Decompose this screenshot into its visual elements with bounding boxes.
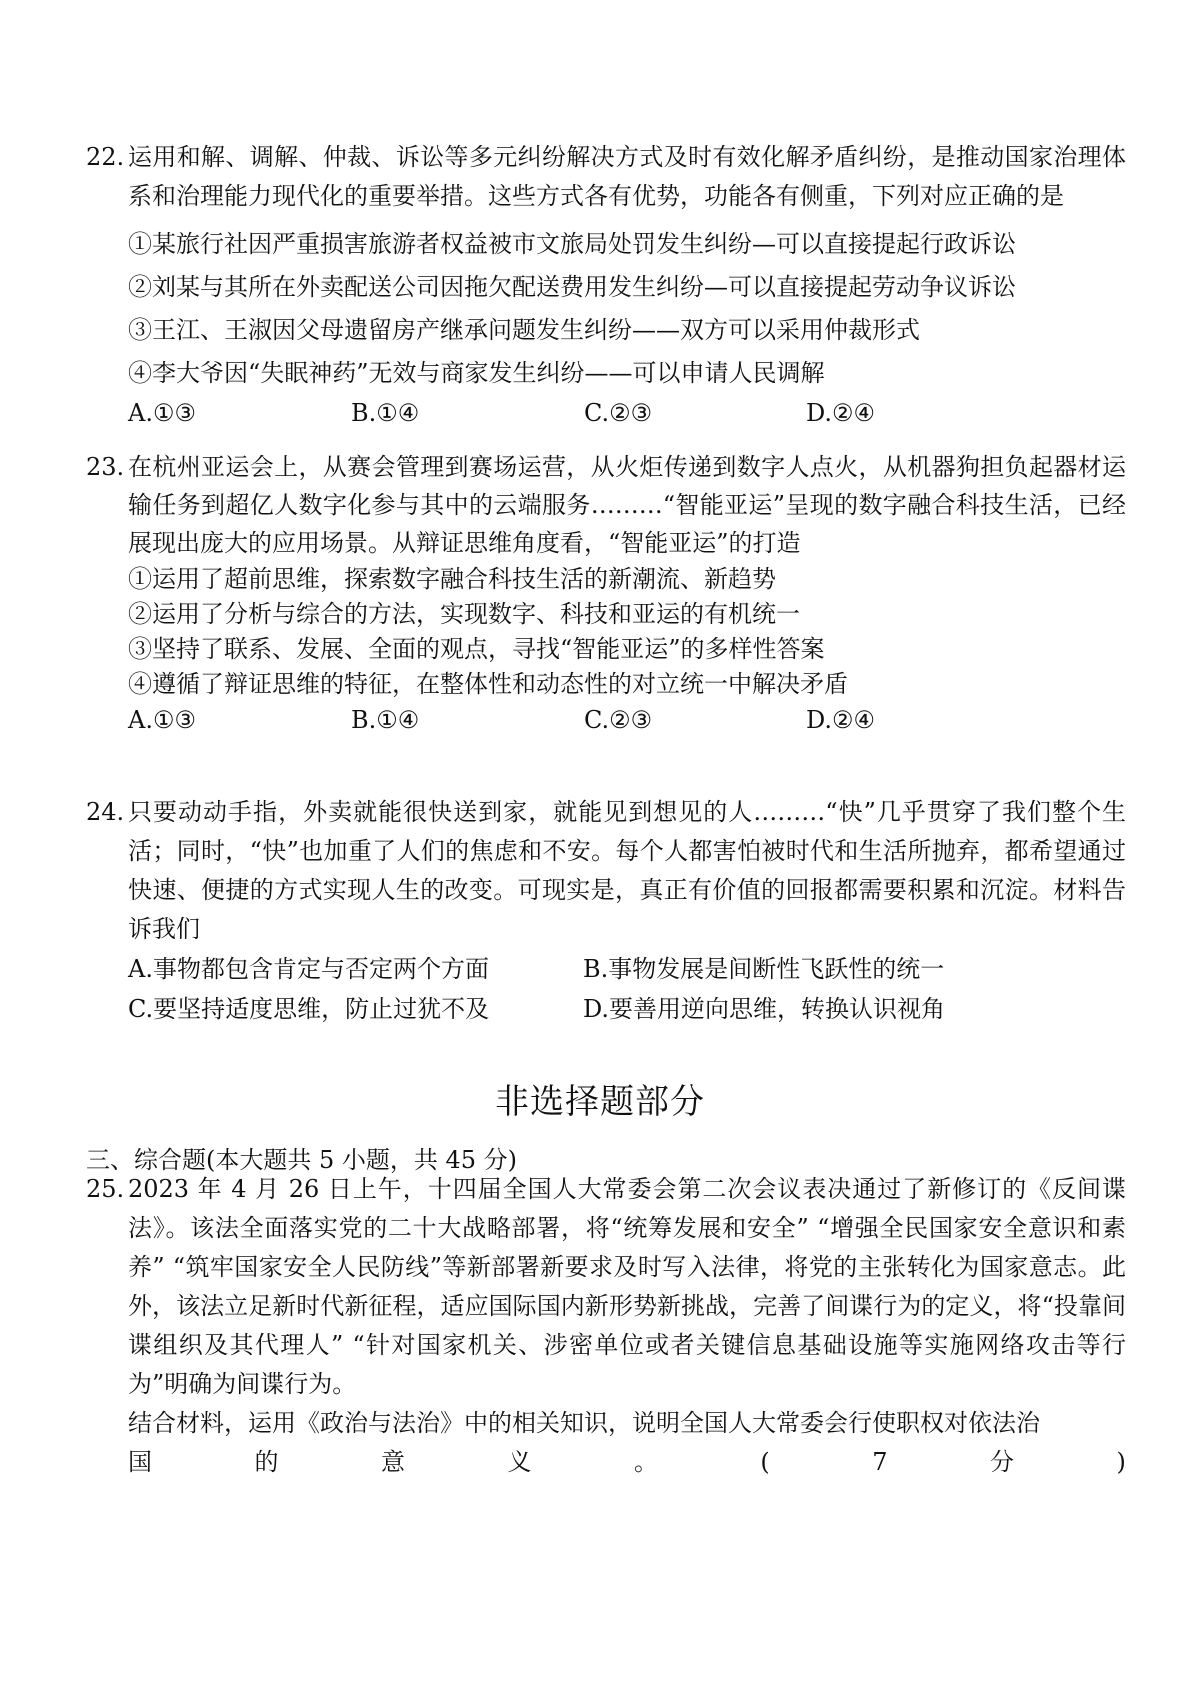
question-25-tail-7: 7 bbox=[872, 1448, 888, 1476]
question-25-tail-4: 义 bbox=[507, 1448, 532, 1476]
question-22-statement-1: ①某旅行社因严重损害旅游者权益被市文旅局处罚发生纠纷—可以直接提起行政诉讼 bbox=[128, 230, 1016, 258]
question-25-tail-3: 意 bbox=[380, 1448, 405, 1476]
question-25-task: 结合材料，运用《政治与法治》中的相关知识，说明全国人大常委会行使职权对依法治 bbox=[128, 1409, 1040, 1437]
question-24-choice-c: C.要坚持适度思维，防止过犹不及 bbox=[128, 995, 490, 1023]
question-22-choice-a: A.①③ bbox=[128, 399, 196, 427]
question-24 bbox=[86, 793, 1126, 1029]
question-23-statement-2: ②运用了分析与综合的方法，实现数字、科技和亚运的有机统一 bbox=[128, 600, 800, 628]
question-24-choices-row-2 bbox=[86, 989, 1126, 1029]
question-23-statement-1: ①运用了超前思维，探索数字融合科技生活的新潮流、新趋势 bbox=[128, 565, 776, 593]
question-23-choice-c: C.②③ bbox=[584, 706, 653, 734]
question-25-text: 2023 年 4 月 26 日上午，十四届全国人大常委会第二次会议表决通过了新修订的《反间谍法》。该法全面落实党的二十大战略部署，将“统筹发展和安全” “增强全民国家安全意识和素养” “筑牢国家安全人民防线”等新部署新要求及时写入法律，将党的主张转化为国家意志。此外，该法立足新时代新征程，适应国际国内新形势新挑战，完善了间谍行为的定义，将“投靠间谍组织及其代理人” “针对国家机关、涉密单位或者关键信息基础设施等实施网络攻击等行为”明确为间谍行为。 bbox=[128, 1175, 1126, 1398]
question-22-choice-c: C.②③ bbox=[584, 399, 653, 427]
question-23-statement-4: ④遵循了辩证思维的特征，在整体性和动态性的对立统一中解决矛盾 bbox=[128, 670, 848, 698]
section-heading: 非选择题部分 bbox=[495, 1082, 705, 1122]
question-22-choice-d: D.②④ bbox=[806, 399, 876, 427]
question-22 bbox=[86, 138, 1126, 432]
question-24-stem bbox=[86, 793, 1126, 949]
question-25-tail-5: 。 bbox=[633, 1448, 658, 1476]
question-24-choice-b: B.事物发展是间断性飞跃性的统一 bbox=[583, 955, 945, 983]
question-25-tail-2: 的 bbox=[254, 1448, 279, 1476]
question-25-task-tail bbox=[86, 1443, 1126, 1482]
question-24-text: 只要动动手指，外卖就能很快送到家，就能见到想见的人………“快”几乎贯穿了我们整个生活；同时，“快”也加重了人们的焦虑和不安。每个人都害怕被时代和生活所抛弃，都希望通过快速、便捷的方式实现人生的改变。可现实是，真正有价值的回报都需要积累和沉淀。材料告诉我们 bbox=[128, 798, 1126, 943]
question-22-statement-4: ④李大爷因“失眠神药”无效与商家发生纠纷——可以申请人民调解 bbox=[128, 359, 825, 387]
question-23-choice-b: B.①④ bbox=[351, 706, 420, 734]
question-25-tail-1: 国 bbox=[128, 1448, 152, 1476]
question-23-stem bbox=[86, 448, 1126, 562]
question-22-statement-3: ③王江、王淑因父母遗留房产继承问题发生纠纷——双方可以采用仲裁形式 bbox=[128, 316, 920, 344]
section-title: 三、综合题(本大题共 5 小题，共 45 分) bbox=[86, 1146, 518, 1174]
question-23-choice-a: A.①③ bbox=[128, 706, 196, 734]
question-24-choices-row-1 bbox=[86, 949, 1126, 989]
question-22-stem bbox=[86, 138, 1126, 216]
question-24-choice-a: A.事物都包含肯定与否定两个方面 bbox=[128, 955, 489, 983]
question-23-statement-3: ③坚持了联系、发展、全面的观点，寻找“智能亚运”的多样性答案 bbox=[128, 635, 825, 663]
question-23-number: 23. bbox=[86, 453, 125, 481]
question-24-choice-d: D.要善用逆向思维，转换认识视角 bbox=[583, 995, 946, 1023]
question-23-text: 在杭州亚运会上，从赛会管理到赛场运营，从火炬传递到数字人点火，从机器狗担负起器材运输任务到超亿人数字化参与其中的云端服务………“智能亚运”呈现的数字融合科技生活，已经展现出庞大的应用场景。从辩证思维角度看，“智能亚运”的打造 bbox=[128, 453, 1126, 557]
question-22-text: 运用和解、调解、仲裁、诉讼等多元纠纷解决方式及时有效化解矛盾纠纷，是推动国家治理体系和治理能力现代化的重要举措。这些方式各有优势，功能各有侧重，下列对应正确的是 bbox=[128, 143, 1126, 210]
question-25 bbox=[86, 1170, 1126, 1482]
question-25-tail-6: ( bbox=[760, 1448, 770, 1476]
question-25-number: 25. bbox=[86, 1175, 125, 1203]
question-25-stem bbox=[86, 1170, 1126, 1404]
question-22-choice-b: B.①④ bbox=[351, 399, 420, 427]
question-24-number: 24. bbox=[86, 798, 125, 826]
question-22-choices bbox=[86, 395, 1126, 432]
question-25-tail-9: ) bbox=[1116, 1448, 1126, 1476]
question-22-statement-2: ②刘某与其所在外卖配送公司因拖欠配送费用发生纠纷—可以直接提起劳动争议诉讼 bbox=[128, 273, 1016, 301]
question-23-choices bbox=[86, 702, 1126, 739]
question-23-choice-d: D.②④ bbox=[806, 706, 876, 734]
question-25-tail-8: 分 bbox=[990, 1448, 1015, 1476]
question-22-number: 22. bbox=[86, 143, 125, 171]
question-23 bbox=[86, 448, 1126, 739]
